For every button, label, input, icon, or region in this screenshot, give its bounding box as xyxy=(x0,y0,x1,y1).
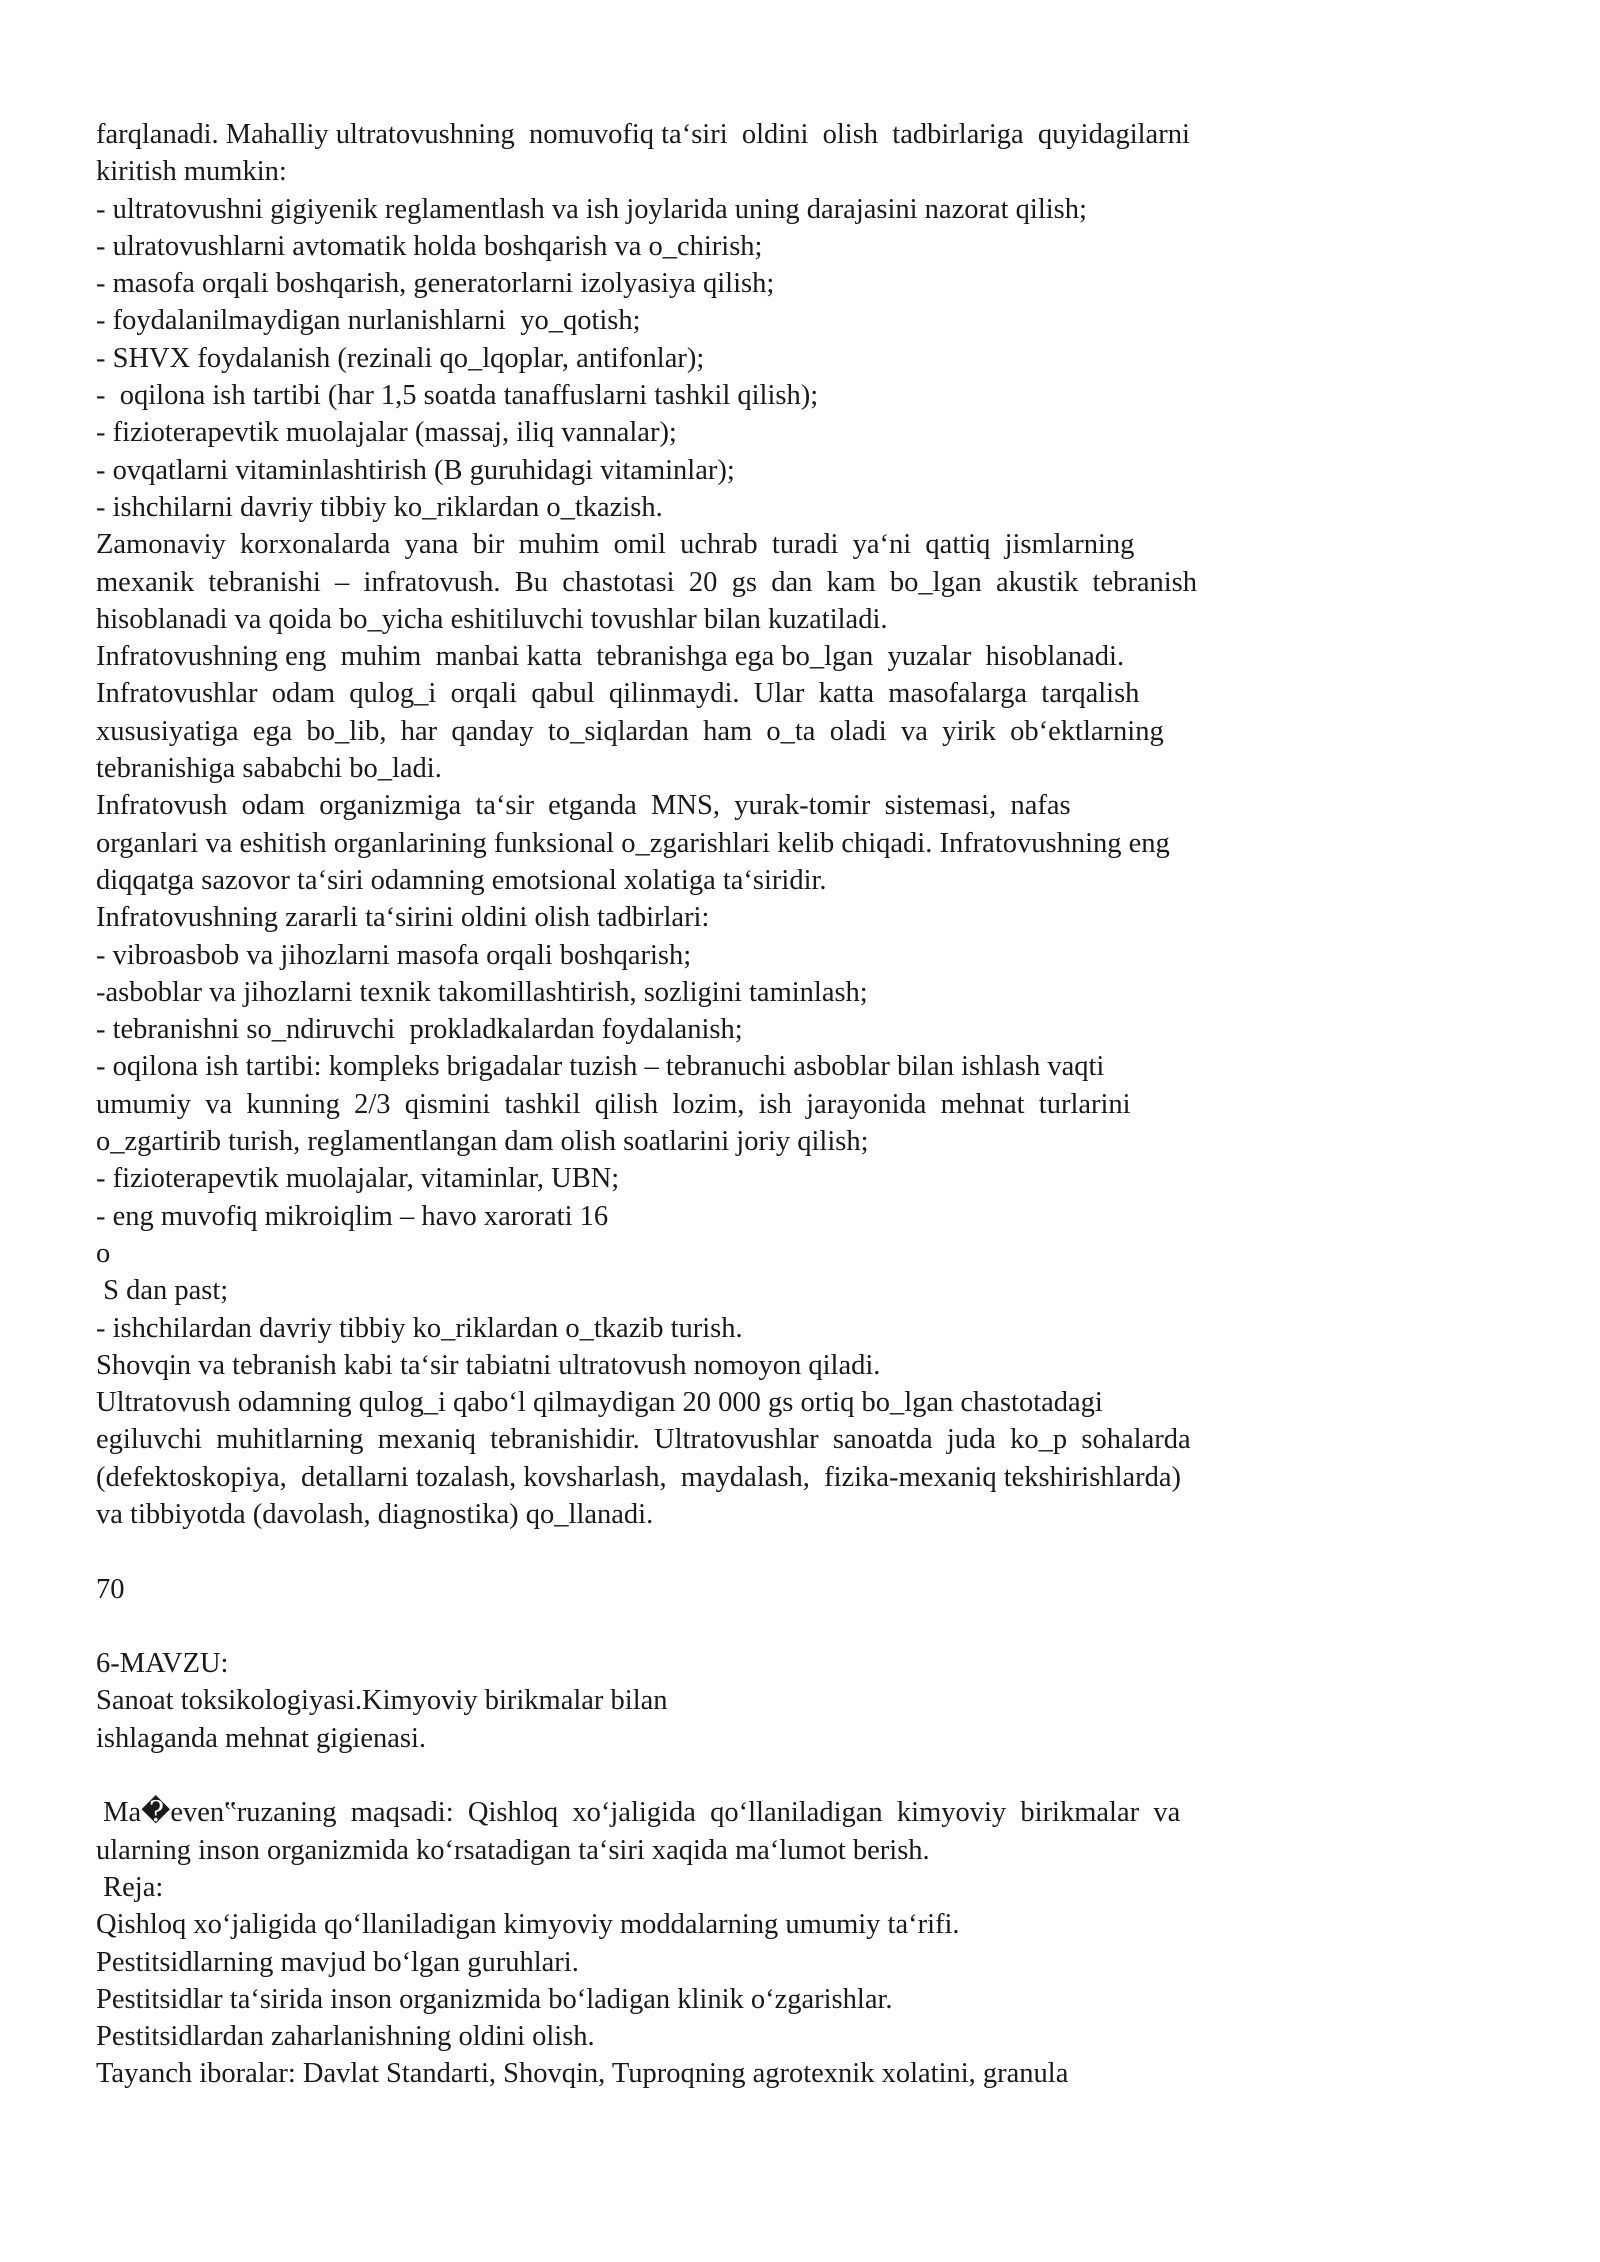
text-line: - ulratovushlarni avtomatik holda boshqarish va o_chirish; xyxy=(96,230,763,262)
text-line: Infratovush odam organizmiga ta‘sir etganda MNS, yurak-tomir sistemasi, nafas xyxy=(96,790,1071,822)
text-line: Reja: xyxy=(96,1871,164,1903)
text-line: - ultratovushni gigiyenik reglamentlash va ish joylarida uning darajasini nazorat qilish; xyxy=(96,193,1087,225)
text-line: kiritish mumkin: xyxy=(96,156,287,188)
text-line: - oqilona ish tartibi (har 1,5 soatda tanaffuslarni tashkil qilish); xyxy=(96,380,819,412)
text-line: tebranishiga sababchi bo_ladi. xyxy=(96,753,442,785)
text-line: organlari va eshitish organlarining funksional o_zgarishlari kelib chiqadi. Infratovushning eng xyxy=(96,827,1170,859)
blank-line xyxy=(96,1608,1356,1645)
text-line: Pestitsidlarning mavjud bo‘lgan guruhlari. xyxy=(96,1946,579,1978)
text-line: farqlanadi. Mahalliy ultratovushning nomuvofiq ta‘siri oldini olish tadbirlariga quyidagilarni xyxy=(96,119,1190,150)
text-line: Pestitsidlar ta‘sirida inson organizmida bo‘ladigan klinik o‘zgarishlar. xyxy=(96,1983,893,2015)
text-line: Infratovushning eng muhim manbai katta tebranishga ega bo_lgan yuzalar hisoblanadi. xyxy=(96,641,1125,673)
blank-line xyxy=(96,1757,1356,1794)
text-line: - fizioterapevtik muolajalar, vitaminlar, UBN; xyxy=(96,1163,620,1195)
text-line: - tebranishni so_ndiruvchi prokladkalardan foydalanish; xyxy=(96,1014,743,1046)
document-page xyxy=(96,116,1356,2093)
text-line: ularning inson organizmida ko‘rsatadigan ta‘siri xaqida ma‘lumot berish. xyxy=(96,1834,930,1866)
text-line: - vibroasbob va jihozlarni masofa orqali boshqarish; xyxy=(96,939,692,971)
text-line: Qishloq xo‘jaligida qo‘llaniladigan kimyoviy moddalarning umumiy ta‘rifi. xyxy=(96,1909,960,1941)
text-line: hisoblanadi va qoida bo_yicha eshitiluvchi tovushlar bilan kuzatiladi. xyxy=(96,603,888,635)
text-line: - masofa orqali boshqarish, generatorlarni izolyasiya qilish; xyxy=(96,268,775,300)
text-line: S dan past; xyxy=(96,1275,229,1307)
text-line: - ishchilardan davriy tibbiy ko_riklardan o_tkazib turish. xyxy=(96,1312,743,1344)
text-line: - ishchilarni davriy tibbiy ko_riklardan o_tkazish. xyxy=(96,491,663,523)
blank-line xyxy=(96,1533,1356,1570)
text-line: - ovqatlarni vitaminlashtirish (B guruhidagi vitaminlar); xyxy=(96,454,735,486)
text-line: 70 xyxy=(96,1573,125,1605)
text-line: - oqilona ish tartibi: kompleks brigadalar tuzish – tebranuchi asboblar bilan ishlash vaqti xyxy=(96,1051,1105,1083)
text-line: Infratovushlar odam qulog_i orqali qabul qilinmaydi. Ular katta masofalarga tarqalish xyxy=(96,678,1140,710)
text-line: Ma�even‟ruzaning maqsadi: Qishloq xo‘jaligida qo‘llaniladigan kimyoviy birikmalar va xyxy=(96,1797,1181,1829)
text-line: mexanik tebranishi – infratovush. Bu chastotasi 20 gs dan kam bo_lgan akustik tebranish xyxy=(96,566,1198,598)
text-line: diqqatga sazovor ta‘siri odamning emotsional xolatiga ta‘siridir. xyxy=(96,864,827,896)
text-line: - SHVX foydalanish (rezinali qo_lqoplar, antifonlar); xyxy=(96,342,705,374)
text-line: Pestitsidlardan zaharlanishning oldini olish. xyxy=(96,2021,595,2053)
text-line: va tibbiyotda (davolash, diagnostika) qo_llanadi. xyxy=(96,1498,654,1530)
text-line: o xyxy=(96,1237,111,1269)
text-line: Zamonaviy korxonalarda yana bir muhim omil uchrab turadi ya‘ni qattiq jismlarning xyxy=(96,529,1135,561)
text-line: ishlaganda mehnat gigienasi. xyxy=(96,1722,427,1754)
text-line: o_zgartirib turish, reglamentlangan dam olish soatlarini joriy qilish; xyxy=(96,1126,869,1158)
text-line: egiluvchi muhitlarning mexaniq tebranishidir. Ultratovushlar sanoatda juda ko_p sohalarda xyxy=(96,1424,1191,1456)
text-line: -asboblar va jihozlarni texnik takomillashtirish, sozligini taminlash; xyxy=(96,976,868,1008)
text-line: Infratovushning zararli ta‘sirini oldini olish tadbirlari: xyxy=(96,902,710,934)
text-line: 6-MAVZU: xyxy=(96,1648,229,1680)
text-line: - foydalanilmaydigan nurlanishlarni yo_qotish; xyxy=(96,305,641,337)
text-line: Ultratovush odamning qulog_i qabo‘l qilmaydigan 20 000 gs ortiq bo_lgan chastotadagi xyxy=(96,1387,1103,1419)
text-line: Tayanch iboralar: Davlat Standarti, Shovqin, Tuproqning agrotexnik xolatini, granula xyxy=(96,2058,1069,2090)
text-line: (defektoskopiya, detallarni tozalash, kovsharlash, maydalash, fizika-mexaniq tekshirishlarda) xyxy=(96,1461,1182,1493)
text-line: - eng muvofiq mikroiqlim – havo xarorati 16 xyxy=(96,1200,609,1232)
text-line: Shovqin va tebranish kabi ta‘sir tabiatni ultratovush nomoyon qiladi. xyxy=(96,1349,881,1381)
text-line: Sanoat toksikologiyasi.Kimyoviy birikmalar bilan xyxy=(96,1685,668,1717)
text-line: umumiy va kunning 2/3 qismini tashkil qilish lozim, ish jarayonida mehnat turlarini xyxy=(96,1088,1131,1120)
text-line: xususiyatiga ega bo_lib, har qanday to_siqlardan ham o_ta oladi va yirik ob‘ektlarning xyxy=(96,715,1164,747)
text-line: - fizioterapevtik muolajalar (massaj, iliq vannalar); xyxy=(96,417,677,449)
